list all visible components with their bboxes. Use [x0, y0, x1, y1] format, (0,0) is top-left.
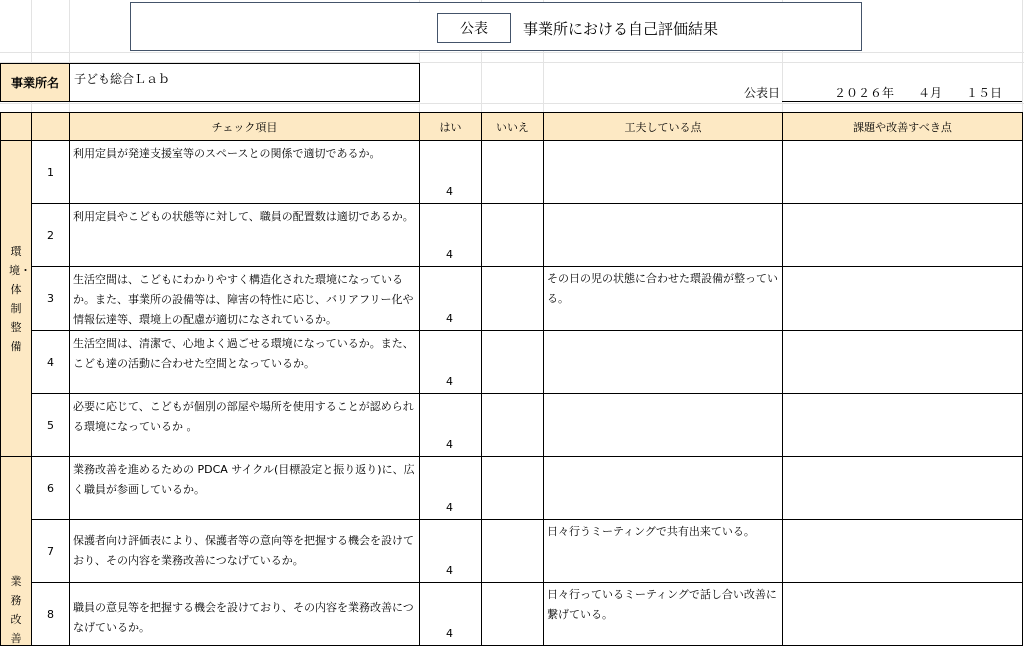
- row-number: 1: [32, 141, 70, 204]
- question-cell: [70, 583, 420, 646]
- yes-count: 4: [446, 185, 453, 198]
- question-text: 必要に応じて、こどもが個別の部屋や場所を使用することが認められる環境になっているか 。: [73, 400, 414, 433]
- question-text: 生活空間は、こどもにわかりやすく構造化された環境になっているか。また、事業所の設備等は、障害の特性に応じ、バリアフリー化や情報伝達等、環境上の配慮が適切になされているか。: [73, 273, 414, 326]
- header-number: [32, 113, 70, 141]
- question-text: 利用定員やこどもの状態等に対して、職員の配置数は適切であるか。: [73, 210, 414, 223]
- yes-count: 4: [446, 501, 453, 514]
- yes-cell[interactable]: [420, 583, 482, 646]
- category-label: 業務改善: [10, 575, 22, 645]
- no-cell[interactable]: [482, 204, 544, 267]
- header-issues: 課題や改善すべき点: [783, 113, 1023, 141]
- office-name-cell[interactable]: 子ども総合Ｌａｂ: [69, 63, 420, 102]
- header-yes: はい: [420, 113, 482, 141]
- category-cell: [1, 457, 32, 646]
- yes-cell[interactable]: [420, 331, 482, 394]
- question-cell: [70, 267, 420, 331]
- yes-count: 4: [446, 564, 453, 577]
- public-badge: 公表: [437, 13, 511, 43]
- efforts-cell[interactable]: [544, 457, 783, 520]
- issues-cell[interactable]: [783, 141, 1023, 204]
- yes-cell[interactable]: [420, 520, 482, 583]
- issues-cell[interactable]: [783, 583, 1023, 646]
- issues-cell[interactable]: [783, 457, 1023, 520]
- office-name-label: 事業所名: [0, 63, 70, 102]
- yes-cell[interactable]: [420, 141, 482, 204]
- no-cell[interactable]: [482, 457, 544, 520]
- table-row: [1, 267, 1023, 331]
- no-count: [482, 451, 543, 456]
- question-cell: [70, 394, 420, 457]
- efforts-cell[interactable]: 日々行うミーティングで共有出来ている。: [544, 520, 783, 583]
- efforts-cell[interactable]: [544, 204, 783, 267]
- row-number: 3: [32, 267, 70, 331]
- row-number: 5: [32, 394, 70, 457]
- table-row: [1, 394, 1023, 457]
- issues-cell[interactable]: [783, 204, 1023, 267]
- no-count: [482, 388, 543, 393]
- question-text: 生活空間は、清潔で、心地よく過ごせる環境になっているか。また、こども達の活動に合わせた空間となっているか。: [73, 337, 414, 370]
- table-row: [1, 457, 1023, 520]
- issues-cell[interactable]: [783, 267, 1023, 331]
- table-row: [1, 141, 1023, 204]
- row-number: 2: [32, 204, 70, 267]
- no-cell[interactable]: [482, 394, 544, 457]
- page-title: 事業所における自己評価結果: [523, 20, 719, 38]
- yes-cell[interactable]: [420, 394, 482, 457]
- issues-cell[interactable]: [783, 394, 1023, 457]
- yes-count: 4: [446, 438, 453, 451]
- no-count: [482, 198, 543, 203]
- table-row: [1, 331, 1023, 394]
- no-cell[interactable]: [482, 331, 544, 394]
- yes-count: 4: [446, 375, 453, 388]
- efforts-cell[interactable]: [544, 394, 783, 457]
- question-cell: [70, 204, 420, 267]
- no-cell[interactable]: [482, 141, 544, 204]
- no-count: [482, 325, 543, 330]
- table-row: [1, 520, 1023, 583]
- no-cell[interactable]: [482, 267, 544, 331]
- publication-date-label: 公表日: [744, 86, 781, 100]
- no-count: [482, 261, 543, 266]
- efforts-cell[interactable]: [544, 141, 783, 204]
- category-label: 環境・体制整備: [9, 244, 31, 353]
- no-count: [482, 640, 543, 645]
- row-number: 6: [32, 457, 70, 520]
- question-cell: [70, 331, 420, 394]
- row-number: 8: [32, 583, 70, 646]
- efforts-cell[interactable]: その日の児の状態に合わせた環設備が整っている。: [544, 267, 783, 331]
- yes-count: 4: [446, 312, 453, 325]
- issues-cell[interactable]: [783, 331, 1023, 394]
- header-efforts: 工夫している点: [544, 113, 783, 141]
- no-count: [482, 577, 543, 582]
- no-cell[interactable]: [482, 583, 544, 646]
- yes-cell[interactable]: [420, 267, 482, 331]
- no-count: [482, 514, 543, 519]
- issues-cell[interactable]: [783, 520, 1023, 583]
- no-cell[interactable]: [482, 520, 544, 583]
- question-text: 利用定員が発達支援室等のスペースとの関係で適切であるか。: [73, 147, 381, 160]
- title-box: [130, 2, 862, 51]
- publication-date-cell[interactable]: ２０２６年 ４月 １５日: [782, 81, 1022, 102]
- question-text: 業務改善を進めるための PDCA サイクル(目標設定と振り返り)に、広く職員が参画しているか。: [73, 463, 415, 496]
- question-cell: [70, 141, 420, 204]
- question-text: 職員の意見等を把握する機会を設けており、その内容を業務改善につなげているか。: [73, 601, 414, 634]
- header-no: いいえ: [482, 113, 544, 141]
- row-number: 7: [32, 520, 70, 583]
- yes-count: 4: [446, 248, 453, 261]
- table-row: [1, 583, 1023, 646]
- header-category: [1, 113, 32, 141]
- yes-cell[interactable]: [420, 457, 482, 520]
- yes-count: 4: [446, 627, 453, 640]
- header-check-item: チェック項目: [70, 113, 420, 141]
- table-header-row: [1, 113, 1023, 141]
- evaluation-table: [0, 112, 1023, 646]
- efforts-cell[interactable]: [544, 331, 783, 394]
- question-cell: [70, 520, 420, 583]
- question-cell: [70, 457, 420, 520]
- efforts-cell[interactable]: 日々行っているミーティングで話し合い改善に繋げている。: [544, 583, 783, 646]
- category-cell: [1, 141, 32, 457]
- table-row: [1, 204, 1023, 267]
- question-text: 保護者向け評価表により、保護者等の意向等を把握する機会を設けており、その内容を業務改善につなげているか。: [73, 534, 414, 567]
- yes-cell[interactable]: [420, 204, 482, 267]
- row-number: 4: [32, 331, 70, 394]
